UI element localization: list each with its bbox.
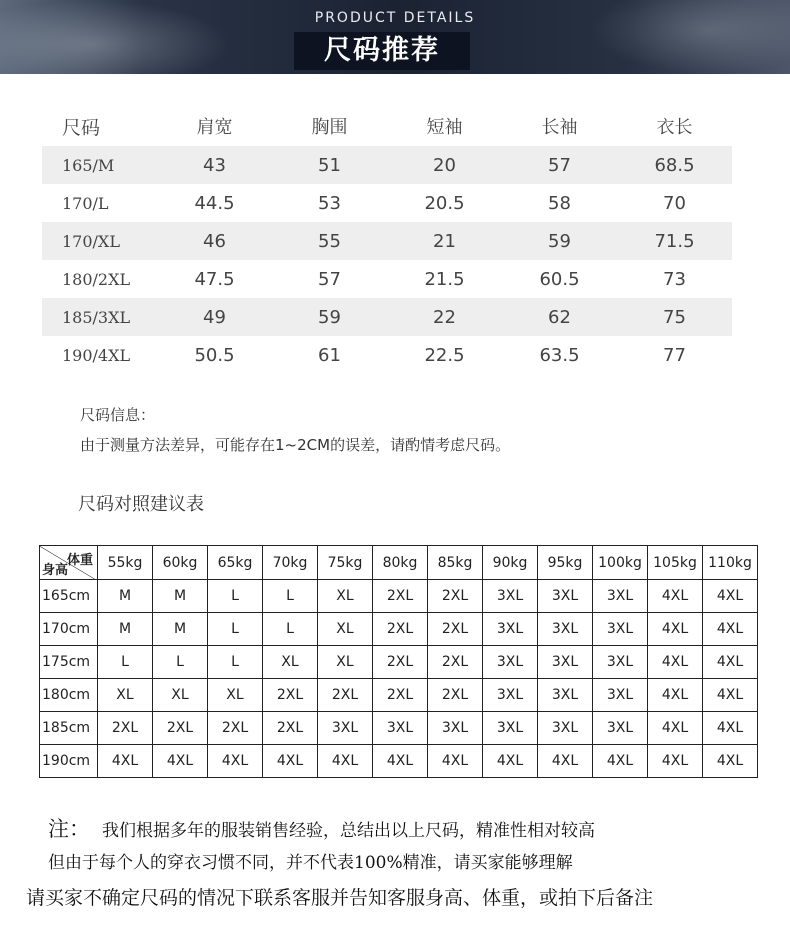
recommended-size-cell: L	[208, 646, 263, 679]
size-table-row	[42, 298, 732, 336]
header-banner	[0, 0, 790, 74]
size-table-row	[42, 336, 732, 374]
size-table-cell: 20.5	[424, 192, 465, 214]
size-table-cell: 71.5	[654, 230, 695, 252]
recommended-size-cell: 4XL	[593, 745, 648, 778]
recommended-size-cell: L	[208, 613, 263, 646]
size-table-cell: 170/L	[62, 193, 109, 213]
size-table-header-cell: 胸围	[311, 117, 348, 138]
weight-header-cell: 100kg	[593, 546, 648, 580]
size-table-cell: 44.5	[194, 192, 235, 214]
size-table-cell: 60.5	[539, 268, 580, 290]
size-table-cell: 180/2XL	[62, 269, 131, 289]
recommended-size-cell: 2XL	[428, 679, 483, 712]
recommended-size-cell: 4XL	[373, 745, 428, 778]
footer-line-1	[48, 813, 595, 843]
corner-cell	[40, 546, 98, 580]
size-table-cell: 62	[548, 306, 571, 328]
weight-header-cell: 95kg	[538, 546, 593, 580]
recommended-size-cell: M	[153, 613, 208, 646]
reference-header-row	[40, 546, 758, 580]
height-label-cell: 180cm	[40, 679, 98, 712]
recommended-size-cell: 2XL	[373, 646, 428, 679]
size-table-cell: 22.5	[424, 344, 465, 366]
weight-header-cell: 55kg	[98, 546, 153, 580]
recommended-size-cell: 2XL	[263, 712, 318, 745]
recommended-size-cell: 3XL	[538, 679, 593, 712]
recommended-size-cell: XL	[153, 679, 208, 712]
size-table-cell: 63.5	[539, 344, 580, 366]
recommended-size-cell: 2XL	[208, 712, 263, 745]
weight-header-cell: 80kg	[373, 546, 428, 580]
size-table-cell: 190/4XL	[62, 345, 131, 365]
recommended-size-cell: 4XL	[703, 646, 758, 679]
recommended-size-cell: 3XL	[483, 580, 538, 613]
recommended-size-cell: 4XL	[703, 679, 758, 712]
size-table-row	[42, 184, 732, 222]
size-table-cell: 20	[433, 154, 456, 176]
recommended-size-cell: 3XL	[593, 646, 648, 679]
recommended-size-cell: 4XL	[648, 580, 703, 613]
size-table-cell: 165/M	[62, 155, 115, 175]
recommended-size-cell: 4XL	[208, 745, 263, 778]
reference-row	[40, 646, 758, 679]
recommended-size-cell: XL	[318, 580, 373, 613]
size-table-cell: 170/XL	[62, 231, 120, 251]
recommended-size-cell: 2XL	[428, 613, 483, 646]
recommended-size-cell: 2XL	[428, 646, 483, 679]
size-table-cell: 57	[318, 268, 341, 290]
banner-subtitle: PRODUCT DETAILS	[314, 10, 476, 26]
weight-header-cell: 70kg	[263, 546, 318, 580]
size-table-cell: 77	[663, 344, 686, 366]
footer-line-3: 请买家不确定尺码的情况下联系客服并告知客服身高、体重，或拍下后备注	[26, 887, 654, 909]
recommended-size-cell: 3XL	[483, 613, 538, 646]
recommended-size-cell: L	[263, 580, 318, 613]
reference-row	[40, 679, 758, 712]
recommended-size-cell: 4XL	[318, 745, 373, 778]
recommended-size-cell: 4XL	[98, 745, 153, 778]
height-label-cell: 190cm	[40, 745, 98, 778]
recommended-size-cell: 4XL	[648, 745, 703, 778]
recommended-size-cell: 2XL	[98, 712, 153, 745]
size-table-header-cell: 短袖	[426, 117, 463, 138]
recommended-size-cell: M	[98, 580, 153, 613]
recommended-size-cell: 4XL	[648, 712, 703, 745]
size-table-cell: 70	[663, 192, 686, 214]
size-table-cell: 185/3XL	[62, 307, 131, 327]
size-table-row	[42, 260, 732, 298]
recommended-size-cell: 4XL	[703, 745, 758, 778]
recommended-size-cell: 4XL	[483, 745, 538, 778]
recommended-size-cell: M	[98, 613, 153, 646]
reference-row	[40, 613, 758, 646]
recommended-size-cell: 4XL	[648, 613, 703, 646]
banner-title: 尺码推荐	[294, 32, 470, 70]
size-table-cell: 59	[318, 306, 341, 328]
recommended-size-cell: 3XL	[538, 712, 593, 745]
recommended-size-cell: 2XL	[318, 679, 373, 712]
recommended-size-cell: L	[263, 613, 318, 646]
recommended-size-cell: 4XL	[648, 679, 703, 712]
size-table-cell: 50.5	[194, 344, 235, 366]
size-table-cell: 75	[663, 306, 686, 328]
recommended-size-cell: 3XL	[593, 580, 648, 613]
recommended-size-cell: L	[153, 646, 208, 679]
recommended-size-cell: XL	[318, 613, 373, 646]
weight-header-cell: 105kg	[648, 546, 703, 580]
size-table-cell: 55	[318, 230, 341, 252]
recommended-size-cell: 2XL	[373, 580, 428, 613]
size-table-cell: 43	[203, 154, 226, 176]
reference-row	[40, 580, 758, 613]
recommended-size-cell: L	[98, 646, 153, 679]
size-table-cell: 53	[318, 192, 341, 214]
size-note-label: 尺码信息：	[80, 406, 156, 424]
height-label-cell: 170cm	[40, 613, 98, 646]
corner-weight-label: 体重	[66, 553, 93, 568]
size-table-header-row	[42, 106, 732, 146]
size-table-header-cell: 长袖	[541, 117, 578, 138]
size-table-cell: 59	[548, 230, 571, 252]
size-table-cell: 46	[203, 230, 226, 252]
size-table-cell: 21.5	[424, 268, 465, 290]
weight-header-cell: 60kg	[153, 546, 208, 580]
recommended-size-cell: 3XL	[538, 646, 593, 679]
size-table-row	[42, 222, 732, 260]
recommended-size-cell: 4XL	[648, 646, 703, 679]
recommended-size-cell: 3XL	[538, 613, 593, 646]
height-label-cell: 175cm	[40, 646, 98, 679]
size-table-cell: 73	[663, 268, 686, 290]
size-note-text: 由于测量方法差异，可能存在1~2CM的误差，请酌情考虑尺码。	[80, 436, 511, 454]
recommended-size-cell: 4XL	[703, 712, 758, 745]
recommended-size-cell: M	[153, 580, 208, 613]
recommended-size-cell: XL	[318, 646, 373, 679]
recommended-size-cell: 2XL	[373, 613, 428, 646]
size-table-cell: 51	[318, 154, 341, 176]
reference-table-title: 尺码对照建议表	[78, 494, 204, 515]
size-table-cell: 57	[548, 154, 571, 176]
corner-height-label: 身高	[42, 563, 69, 578]
recommended-size-cell: 3XL	[483, 679, 538, 712]
size-table-cell: 47.5	[194, 268, 235, 290]
recommended-size-cell: 3XL	[538, 580, 593, 613]
recommended-size-cell: 2XL	[428, 580, 483, 613]
recommended-size-cell: 2XL	[153, 712, 208, 745]
size-table-cell: 68.5	[654, 154, 695, 176]
recommended-size-cell: XL	[208, 679, 263, 712]
recommended-size-cell: L	[208, 580, 263, 613]
recommended-size-cell: 4XL	[428, 745, 483, 778]
recommended-size-cell: 3XL	[483, 646, 538, 679]
weight-header-cell: 65kg	[208, 546, 263, 580]
size-measurement-table	[42, 106, 732, 374]
recommended-size-cell: 3XL	[593, 712, 648, 745]
height-label-cell: 185cm	[40, 712, 98, 745]
size-table-header-cell: 尺码	[62, 116, 101, 139]
height-label-cell: 165cm	[40, 580, 98, 613]
recommended-size-cell: 3XL	[593, 613, 648, 646]
size-table-cell: 61	[318, 344, 341, 366]
size-table-header-cell: 衣长	[656, 117, 693, 138]
weight-header-cell: 75kg	[318, 546, 373, 580]
recommended-size-cell: 3XL	[483, 712, 538, 745]
recommended-size-cell: 4XL	[703, 613, 758, 646]
recommended-size-cell: 4XL	[538, 745, 593, 778]
recommended-size-cell: XL	[98, 679, 153, 712]
size-table-cell: 21	[433, 230, 456, 252]
size-table-header-cell: 肩宽	[196, 117, 233, 138]
weight-header-cell: 110kg	[703, 546, 758, 580]
recommended-size-cell: 3XL	[373, 712, 428, 745]
recommended-size-cell: 4XL	[153, 745, 208, 778]
recommended-size-cell: 4XL	[703, 580, 758, 613]
footer-line-2: 但由于每个人的穿衣习惯不同，并不代表100%精准，请买家能够理解	[48, 853, 573, 873]
recommended-size-cell: 2XL	[263, 679, 318, 712]
size-table-cell: 49	[203, 306, 226, 328]
reference-row	[40, 745, 758, 778]
size-table-row	[42, 146, 732, 184]
footer-line-1-text: 我们根据多年的服装销售经验，总结出以上尺码，精准性相对较高	[102, 821, 595, 841]
weight-header-cell: 85kg	[428, 546, 483, 580]
size-table-cell: 58	[548, 192, 571, 214]
recommended-size-cell: 2XL	[373, 679, 428, 712]
recommended-size-cell: 3XL	[428, 712, 483, 745]
recommended-size-cell: 3XL	[318, 712, 373, 745]
weight-header-cell: 90kg	[483, 546, 538, 580]
recommended-size-cell: XL	[263, 646, 318, 679]
recommended-size-cell: 4XL	[263, 745, 318, 778]
footer-note-label: 注：	[48, 817, 90, 841]
size-table-cell: 22	[433, 306, 456, 328]
recommended-size-cell: 3XL	[593, 679, 648, 712]
reference-row	[40, 712, 758, 745]
size-reference-table	[39, 545, 758, 778]
